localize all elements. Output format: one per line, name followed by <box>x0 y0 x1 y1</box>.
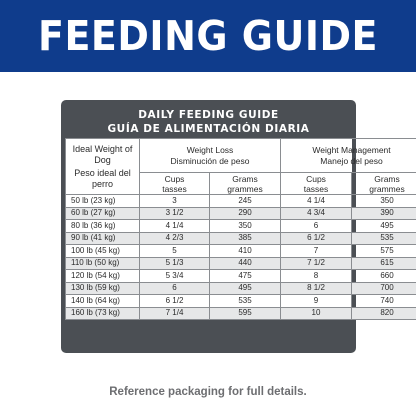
cell-weight: 50 lb (23 kg) <box>66 195 140 208</box>
feeding-table-wrap <box>65 138 405 320</box>
header-loss-grams-english: Grams <box>232 173 258 184</box>
header-mgmt-cups-french: tasses <box>303 183 329 194</box>
table-row <box>66 195 416 208</box>
cell-mgmt-grams: 820 <box>352 307 416 320</box>
cell-loss-cups: 5 <box>140 245 210 258</box>
cell-loss-cups: 6 1/2 <box>140 295 210 308</box>
cell-weight: 90 lb (41 kg) <box>66 232 140 245</box>
cell-loss-grams: 350 <box>210 220 281 233</box>
cell-loss-grams: 410 <box>210 245 281 258</box>
cell-loss-cups: 3 <box>140 195 210 208</box>
cell-loss-grams: 245 <box>210 195 281 208</box>
header-weight-loss <box>140 139 281 173</box>
cell-loss-cups: 7 1/4 <box>140 307 210 320</box>
cell-loss-cups: 3 1/2 <box>140 207 210 220</box>
cell-mgmt-cups: 4 3/4 <box>281 207 352 220</box>
cell-loss-grams: 475 <box>210 270 281 283</box>
table-header-row <box>66 139 416 173</box>
header-loss-cups-english: Cups <box>164 173 185 184</box>
header-loss-grams <box>210 173 281 195</box>
header-mgmt-cups-english: Cups <box>306 173 326 184</box>
cell-mgmt-cups: 7 <box>281 245 352 258</box>
footer-note: Reference packaging for full details. <box>109 386 307 398</box>
cell-mgmt-cups: 8 1/2 <box>281 282 352 295</box>
cell-mgmt-grams: 495 <box>352 220 416 233</box>
cell-mgmt-grams: 350 <box>352 195 416 208</box>
header-weight-management-english: Weight Management <box>312 144 391 155</box>
cell-loss-cups: 5 3/4 <box>140 270 210 283</box>
cell-mgmt-cups: 7 1/2 <box>281 257 352 270</box>
header-ideal-weight <box>66 139 140 195</box>
cell-loss-cups: 4 1/4 <box>140 220 210 233</box>
cell-weight: 130 lb (59 kg) <box>66 282 140 295</box>
table-row <box>66 270 416 283</box>
header-mgmt-grams-english: Grams <box>374 173 400 184</box>
cell-weight: 110 lb (50 kg) <box>66 257 140 270</box>
cell-loss-grams: 535 <box>210 295 281 308</box>
table-row <box>66 207 416 220</box>
banner-title: FEEDING GUIDE <box>38 12 378 60</box>
cell-mgmt-cups: 6 1/2 <box>281 232 352 245</box>
cell-weight: 100 lb (45 kg) <box>66 245 140 258</box>
cell-mgmt-cups: 9 <box>281 295 352 308</box>
cell-weight: 160 lb (73 kg) <box>66 307 140 320</box>
table-row <box>66 257 416 270</box>
cell-mgmt-grams: 615 <box>352 257 416 270</box>
cell-mgmt-grams: 700 <box>352 282 416 295</box>
cell-loss-grams: 495 <box>210 282 281 295</box>
table-row <box>66 307 416 320</box>
cell-weight: 120 lb (54 kg) <box>66 270 140 283</box>
header-weight-management-spanish: Manejo del peso <box>320 155 383 166</box>
header-mgmt-cups <box>281 173 352 195</box>
cell-mgmt-grams: 390 <box>352 207 416 220</box>
cell-mgmt-grams: 660 <box>352 270 416 283</box>
cell-weight: 60 lb (27 kg) <box>66 207 140 220</box>
cell-loss-grams: 440 <box>210 257 281 270</box>
cell-mgmt-cups: 4 1/4 <box>281 195 352 208</box>
header-mgmt-grams <box>352 173 416 195</box>
feeding-guide-panel <box>61 100 405 353</box>
header-loss-cups-french: tasses <box>162 183 187 194</box>
cell-mgmt-cups: 8 <box>281 270 352 283</box>
cell-mgmt-grams: 575 <box>352 245 416 258</box>
table-row <box>66 220 416 233</box>
table-row <box>66 232 416 245</box>
cell-mgmt-cups: 10 <box>281 307 352 320</box>
cell-loss-grams: 290 <box>210 207 281 220</box>
cell-mgmt-grams: 740 <box>352 295 416 308</box>
feeding-table <box>65 138 416 320</box>
feeding-guide-banner <box>0 0 416 72</box>
header-mgmt-grams-french: grammes <box>369 183 405 194</box>
table-row <box>66 295 416 308</box>
header-weight-loss-english: Weight Loss <box>186 144 234 155</box>
cell-loss-grams: 385 <box>210 232 281 245</box>
header-weight-loss-spanish: Disminución de peso <box>170 155 250 166</box>
header-loss-cups <box>140 173 210 195</box>
panel-title-english: DAILY FEEDING GUIDE <box>138 109 279 121</box>
panel-title-spanish: GUÍA DE ALIMENTACIÓN DIARIA <box>107 123 310 135</box>
cell-mgmt-grams: 535 <box>352 232 416 245</box>
header-ideal-weight-spanish: Peso ideal del perro <box>74 167 131 189</box>
table-row <box>66 282 416 295</box>
cell-mgmt-cups: 6 <box>281 220 352 233</box>
cell-loss-cups: 6 <box>140 282 210 295</box>
header-weight-management <box>281 139 416 173</box>
cell-weight: 140 lb (64 kg) <box>66 295 140 308</box>
table-row <box>66 245 416 258</box>
cell-loss-cups: 5 1/3 <box>140 257 210 270</box>
cell-loss-cups: 4 2/3 <box>140 232 210 245</box>
cell-loss-grams: 595 <box>210 307 281 320</box>
header-ideal-weight-english: Ideal Weight of Dog <box>72 143 133 165</box>
cell-weight: 80 lb (36 kg) <box>66 220 140 233</box>
header-loss-grams-french: grammes <box>227 183 263 194</box>
feeding-table-body <box>66 195 416 320</box>
panel-title <box>65 104 352 138</box>
